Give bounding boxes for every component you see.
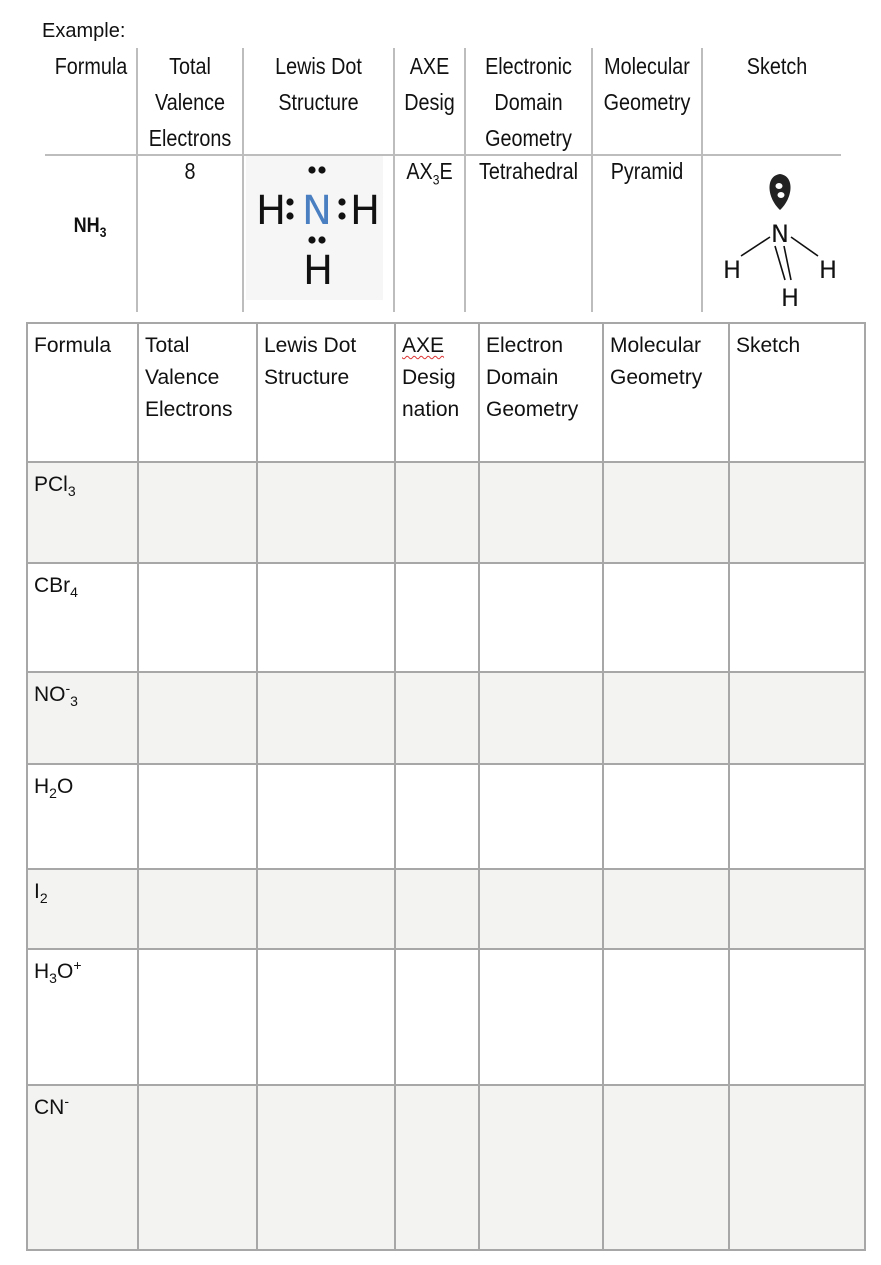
answer-cell[interactable]: [479, 869, 603, 949]
formula-cell: PCl$_3$: [27, 462, 138, 563]
answer-cell[interactable]: [479, 672, 603, 764]
lone-pair-dot: [778, 192, 785, 198]
lewis-atom-h-right: H: [350, 188, 381, 234]
table-row: [27, 462, 865, 563]
bond-dot: [338, 212, 345, 219]
answer-cell[interactable]: [729, 764, 865, 869]
answer-cell[interactable]: [729, 462, 865, 563]
example-label: Example:: [42, 20, 126, 42]
header-row: [27, 323, 865, 462]
lone-pair-dot: [318, 166, 325, 173]
answer-cell[interactable]: [138, 949, 257, 1085]
header-sketch: Sketch: [729, 323, 865, 462]
answer-cell[interactable]: [729, 1085, 865, 1250]
example-header-formula: Formula: [54, 53, 128, 79]
header-electron-geometry: Electron Domain Geometry: [479, 323, 603, 462]
answer-cell[interactable]: [138, 1085, 257, 1250]
answer-cell[interactable]: [479, 1085, 603, 1250]
header-molecular-geometry: Molecular Geometry: [603, 323, 729, 462]
answer-cell[interactable]: [603, 672, 729, 764]
answer-cell[interactable]: [257, 563, 395, 672]
answer-cell[interactable]: [479, 462, 603, 563]
answer-cell[interactable]: [138, 563, 257, 672]
bond-dot: [318, 236, 325, 243]
bond-line: [791, 237, 818, 256]
bond-line: [741, 237, 770, 256]
answer-cell[interactable]: [257, 949, 395, 1085]
answer-cell[interactable]: [729, 869, 865, 949]
sketch-atom-h-left: H: [723, 256, 742, 284]
example-axe: $AX_3E$: [406, 158, 453, 188]
bond-line: [784, 246, 791, 280]
example-header-lewis: Lewis Dot Structure: [275, 53, 362, 115]
answer-cell[interactable]: [395, 869, 479, 949]
answer-cell[interactable]: [395, 672, 479, 764]
answer-cell[interactable]: [395, 1085, 479, 1250]
answer-cell[interactable]: [257, 1085, 395, 1250]
example-sketch: [715, 162, 845, 314]
bond-line: [775, 246, 785, 280]
bond-dot: [286, 212, 293, 219]
worksheet-table: [26, 322, 866, 1251]
example-valence: 8: [184, 158, 196, 184]
example-header-sketch: Sketch: [746, 53, 808, 79]
lone-pair-dot: [308, 166, 315, 173]
answer-cell[interactable]: [257, 672, 395, 764]
formula-cell: $H_3O^+$: [27, 949, 138, 1085]
header-formula: Formula: [27, 323, 138, 462]
example-divider: [242, 48, 244, 312]
example-divider: [591, 48, 593, 312]
table-row: [27, 869, 865, 949]
answer-cell[interactable]: [479, 764, 603, 869]
answer-cell[interactable]: [257, 764, 395, 869]
answer-cell[interactable]: [729, 672, 865, 764]
example-header-axe: AXE Desig: [404, 53, 455, 115]
answer-cell[interactable]: [603, 869, 729, 949]
answer-cell[interactable]: [257, 462, 395, 563]
example-electronic-geometry: Tetrahedral: [479, 158, 578, 184]
answer-cell[interactable]: [603, 563, 729, 672]
answer-cell[interactable]: [479, 563, 603, 672]
formula-cell: $H_2O$: [27, 764, 138, 869]
table-row: [27, 563, 865, 672]
example-header-rule: [45, 154, 841, 156]
header-lewis: Lewis Dot Structure: [257, 323, 395, 462]
example-lewis-structure: [246, 156, 383, 300]
sketch-atom-h-bottom: H: [781, 284, 800, 312]
answer-cell[interactable]: [603, 1085, 729, 1250]
answer-cell[interactable]: [395, 764, 479, 869]
answer-cell[interactable]: [138, 462, 257, 563]
bond-dot: [286, 198, 293, 205]
lone-pair-lobe: [769, 174, 790, 210]
answer-cell[interactable]: [729, 949, 865, 1085]
example-divider: [136, 48, 138, 312]
example-molecular-geometry: Pyramid: [610, 158, 684, 184]
answer-cell[interactable]: [603, 949, 729, 1085]
answer-cell[interactable]: [395, 462, 479, 563]
lone-pair-dot: [776, 183, 783, 189]
bond-dot: [308, 236, 315, 243]
header-valence: Total Valence Electrons: [138, 323, 257, 462]
sketch-atom-h-right: H: [819, 256, 838, 284]
answer-cell[interactable]: [138, 764, 257, 869]
lewis-atom-n: N: [302, 188, 332, 234]
answer-cell[interactable]: [257, 869, 395, 949]
example-divider: [393, 48, 395, 312]
sketch-atom-n: N: [771, 220, 789, 248]
table-row: [27, 764, 865, 869]
answer-cell[interactable]: [138, 672, 257, 764]
table-row: [27, 949, 865, 1085]
table-row: [27, 1085, 865, 1250]
pyramid-sketch: [715, 162, 845, 314]
bond-dot: [338, 198, 345, 205]
answer-cell[interactable]: [603, 462, 729, 563]
example-header-electronic: Electronic Domain Geometry: [485, 53, 572, 151]
lewis-diagram: [246, 156, 383, 300]
formula-cell: CBr$_4$: [27, 563, 138, 672]
formula-cell: $I_2$: [27, 869, 138, 949]
answer-cell[interactable]: [138, 869, 257, 949]
example-formula: $NH_3$: [73, 214, 107, 241]
answer-cell[interactable]: [603, 764, 729, 869]
formula-cell: CN-: [27, 1085, 138, 1250]
answer-cell[interactable]: [395, 563, 479, 672]
example-divider: [701, 48, 703, 312]
answer-cell[interactable]: [729, 563, 865, 672]
answer-cell[interactable]: [479, 949, 603, 1085]
answer-cell[interactable]: [395, 949, 479, 1085]
lewis-atom-h-bottom: H: [303, 248, 334, 294]
header-axe: AXE Desig nation: [395, 323, 479, 462]
example-header-valence: Total Valence Electrons: [148, 53, 232, 151]
lewis-atom-h-left: H: [256, 188, 287, 234]
example-header-molecular: Molecular Geometry: [603, 53, 691, 115]
example-divider: [464, 48, 466, 312]
formula-cell: $NO^-_3$: [27, 672, 138, 764]
table-row: [27, 672, 865, 764]
